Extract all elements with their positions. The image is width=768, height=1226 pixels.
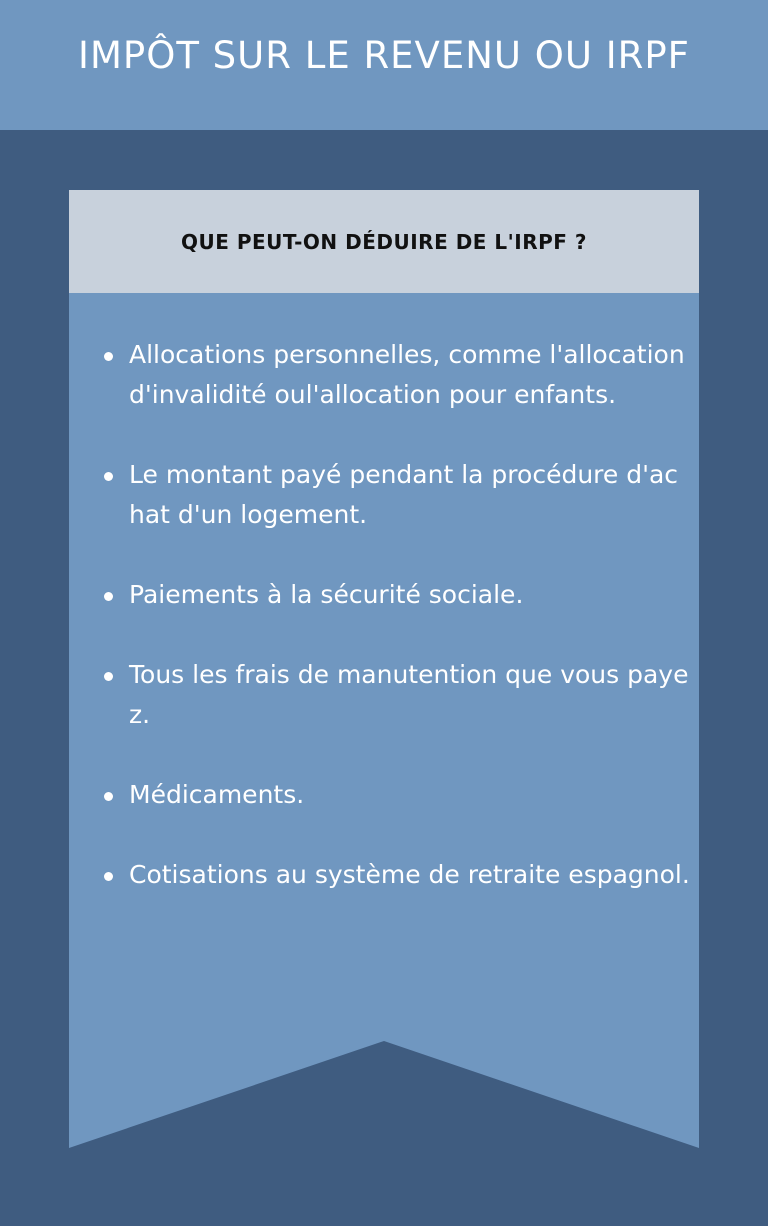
- header-band: [0, 0, 768, 130]
- bullet-icon: [104, 672, 113, 681]
- bullet-icon: [104, 592, 113, 601]
- list-item: [100, 575, 690, 615]
- list-item: [100, 335, 690, 415]
- list-item: [100, 855, 690, 895]
- list-item-text: Cotisations au système de retraite espagnol.: [129, 860, 690, 889]
- list-item: [100, 455, 690, 535]
- card-heading: QUE PEUT-ON DÉDUIRE DE L'IRPF ?: [180, 229, 588, 254]
- bullet-icon: [104, 872, 113, 881]
- card-heading-band: [69, 190, 699, 293]
- list-item-text: Tous les frais de manutention que vous payez.: [129, 660, 689, 729]
- list-item-text: Paiements à la sécurité sociale.: [129, 580, 524, 609]
- list-item-text: Médicaments.: [129, 780, 305, 809]
- list-item-text: Le montant payé pendant la procédure d'achat d'un logement.: [129, 460, 679, 529]
- bullet-icon: [104, 472, 113, 481]
- deduction-list: [100, 335, 690, 935]
- list-item: [100, 655, 690, 735]
- bullet-icon: [104, 352, 113, 361]
- list-item-text: Allocations personnelles, comme l'allocation d'invalidité oul'allocation pour enfants.: [129, 340, 685, 409]
- list-item: [100, 775, 690, 815]
- page-title: IMPÔT SUR LE REVENU OU IRPF: [78, 33, 690, 77]
- bullet-icon: [104, 792, 113, 801]
